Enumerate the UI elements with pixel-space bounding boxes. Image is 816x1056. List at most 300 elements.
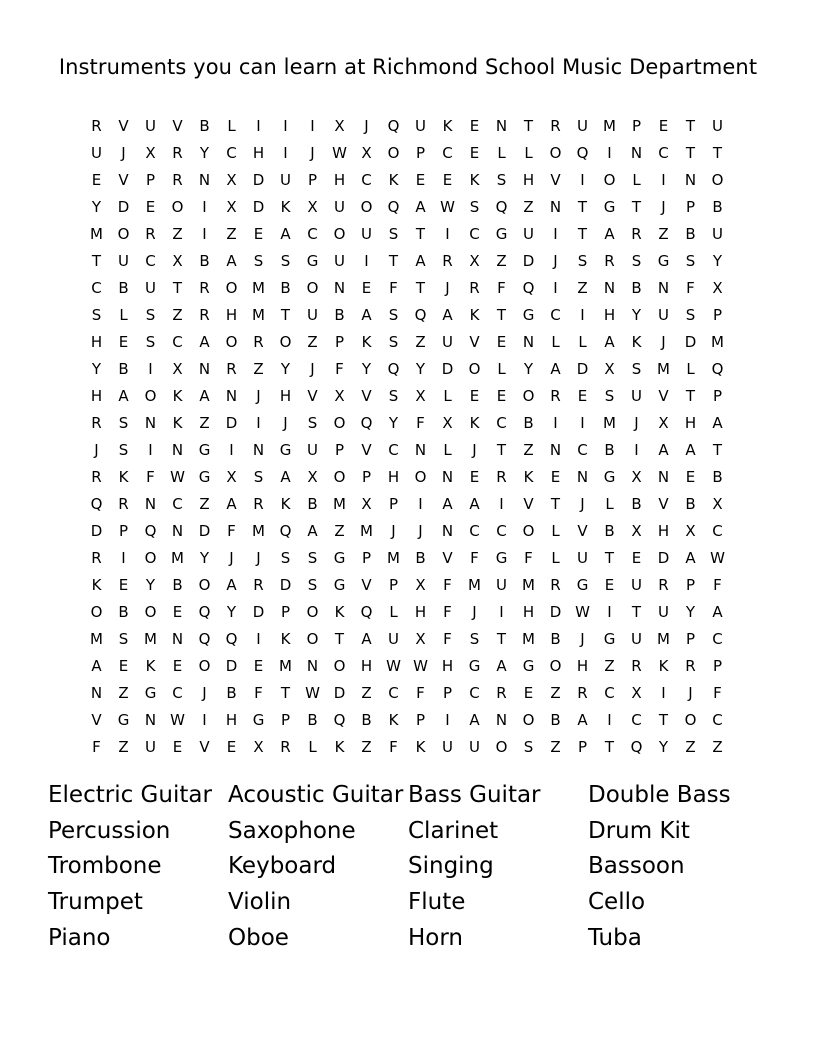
grid-letter: F xyxy=(146,468,155,486)
grid-letter: A xyxy=(442,495,453,513)
grid-letter: N xyxy=(657,468,670,486)
grid-letter: I xyxy=(202,225,207,243)
grid-letter: M xyxy=(522,630,535,648)
grid-letter: D xyxy=(657,549,670,567)
grid-letter: D xyxy=(522,252,535,270)
grid-letter: R xyxy=(91,117,102,135)
grid-letter: N xyxy=(144,414,157,432)
grid-letter: G xyxy=(117,711,130,729)
grid-letter: X xyxy=(307,468,318,486)
grid-letter: K xyxy=(334,738,345,756)
grid-letter: Z xyxy=(199,414,210,432)
grid-letter: B xyxy=(334,306,345,324)
grid-letter: O xyxy=(387,144,400,162)
grid-letter: P xyxy=(712,306,723,324)
grid-letter: Q xyxy=(333,711,346,729)
grid-letter: X xyxy=(604,360,615,378)
grid-letter: F xyxy=(227,522,236,540)
grid-letter: F xyxy=(443,603,452,621)
grid-letter: M xyxy=(657,360,670,378)
grid-letter: I xyxy=(580,306,585,324)
grid-letter: G xyxy=(603,468,616,486)
grid-letter: M xyxy=(657,630,670,648)
grid-letter: J xyxy=(202,684,207,702)
grid-letter: V xyxy=(118,171,129,189)
grid-letter: R xyxy=(469,279,480,297)
grid-letter: B xyxy=(631,495,642,513)
grid-letter: S xyxy=(91,306,102,324)
grid-letter: D xyxy=(576,360,589,378)
grid-letter: L xyxy=(497,360,506,378)
grid-letter: Y xyxy=(631,306,642,324)
grid-letter: N xyxy=(306,657,319,675)
grid-letter: Y xyxy=(199,144,210,162)
grid-letter: L xyxy=(686,360,695,378)
grid-letter: Y xyxy=(712,252,723,270)
grid-letter: E xyxy=(415,171,426,189)
grid-letter: T xyxy=(577,198,588,216)
grid-letter: J xyxy=(256,549,261,567)
grid-letter: X xyxy=(253,738,264,756)
grid-letter: P xyxy=(145,171,156,189)
grid-letter: G xyxy=(144,684,157,702)
grid-letter: A xyxy=(496,657,507,675)
grid-letter: Z xyxy=(496,252,507,270)
grid-letter: Q xyxy=(387,360,400,378)
word-list-item: Saxophone xyxy=(228,817,356,844)
grid-letter: I xyxy=(283,144,288,162)
grid-letter: K xyxy=(415,738,426,756)
grid-letter: P xyxy=(415,144,426,162)
grid-letter: U xyxy=(334,252,345,270)
grid-letter: W xyxy=(575,603,590,621)
grid-letter: X xyxy=(415,387,426,405)
grid-letter: N xyxy=(198,171,211,189)
grid-letter: H xyxy=(657,522,670,540)
grid-letter: J xyxy=(688,684,693,702)
grid-letter: U xyxy=(631,387,642,405)
grid-letter: S xyxy=(307,549,318,567)
grid-letter: J xyxy=(661,198,666,216)
grid-letter: T xyxy=(388,252,399,270)
grid-letter: F xyxy=(713,576,722,594)
grid-letter: T xyxy=(631,603,642,621)
word-list-item: Violin xyxy=(228,889,292,916)
grid-letter: G xyxy=(279,441,292,459)
grid-letter: K xyxy=(388,711,399,729)
grid-letter: P xyxy=(712,387,723,405)
word-list-item: Piano xyxy=(48,924,111,951)
grid-letter: S xyxy=(145,306,156,324)
grid-letter: B xyxy=(118,360,129,378)
grid-letter: X xyxy=(415,576,426,594)
grid-letter: L xyxy=(443,387,452,405)
grid-letter: A xyxy=(550,360,561,378)
grid-letter: H xyxy=(576,657,589,675)
grid-letter: H xyxy=(360,657,373,675)
grid-letter: O xyxy=(360,198,373,216)
grid-letter: I xyxy=(121,549,126,567)
grid-letter: N xyxy=(333,279,346,297)
grid-letter: J xyxy=(553,252,558,270)
grid-letter: C xyxy=(172,684,183,702)
grid-letter: J xyxy=(472,441,477,459)
grid-letter: X xyxy=(631,684,642,702)
grid-letter: C xyxy=(577,441,588,459)
grid-letter: B xyxy=(550,630,561,648)
grid-letter: N xyxy=(171,441,184,459)
grid-letter: Q xyxy=(495,198,508,216)
grid-letter: B xyxy=(307,495,318,513)
grid-letter: I xyxy=(283,117,288,135)
grid-letter: N xyxy=(198,360,211,378)
grid-letter: Z xyxy=(226,225,237,243)
grid-letter: X xyxy=(442,414,453,432)
grid-letter: S xyxy=(118,414,129,432)
grid-letter: I xyxy=(580,414,585,432)
grid-letter: O xyxy=(711,171,724,189)
grid-letter: V xyxy=(172,117,183,135)
grid-letter: D xyxy=(684,333,697,351)
grid-letter: G xyxy=(522,657,535,675)
grid-letter: A xyxy=(658,441,669,459)
word-list-item: Singing xyxy=(408,853,494,880)
grid-letter: L xyxy=(119,306,128,324)
grid-letter: F xyxy=(497,279,506,297)
grid-letter: Z xyxy=(523,198,534,216)
grid-letter: O xyxy=(333,657,346,675)
grid-letter: I xyxy=(148,360,153,378)
grid-letter: D xyxy=(225,414,238,432)
word-list-item: Flute xyxy=(408,889,466,916)
grid-letter: S xyxy=(469,630,480,648)
grid-letter: V xyxy=(361,576,372,594)
grid-letter: T xyxy=(685,387,696,405)
grid-letter: H xyxy=(333,171,346,189)
grid-letter: I xyxy=(607,711,612,729)
grid-letter: Z xyxy=(361,738,372,756)
grid-letter: R xyxy=(91,468,102,486)
grid-letter: I xyxy=(553,279,558,297)
grid-letter: B xyxy=(118,279,129,297)
grid-letter: K xyxy=(172,387,183,405)
grid-letter: J xyxy=(445,279,450,297)
grid-letter: D xyxy=(225,657,238,675)
grid-letter: E xyxy=(145,198,156,216)
grid-letter: X xyxy=(658,414,669,432)
grid-letter: U xyxy=(496,576,507,594)
grid-letter: R xyxy=(442,252,453,270)
grid-letter: K xyxy=(469,306,480,324)
grid-letter: K xyxy=(145,657,156,675)
grid-letter: A xyxy=(712,603,723,621)
grid-letter: F xyxy=(389,279,398,297)
grid-letter: R xyxy=(577,684,588,702)
grid-letter: X xyxy=(226,468,237,486)
grid-letter: F xyxy=(254,684,263,702)
grid-letter: T xyxy=(577,225,588,243)
grid-letter: W xyxy=(710,549,725,567)
grid-letter: X xyxy=(361,495,372,513)
grid-letter: M xyxy=(252,306,265,324)
grid-letter: U xyxy=(712,117,723,135)
grid-letter: E xyxy=(685,468,696,486)
grid-letter: T xyxy=(496,630,507,648)
grid-letter: E xyxy=(469,144,480,162)
grid-letter: Y xyxy=(361,360,372,378)
grid-letter: G xyxy=(306,252,319,270)
grid-letter: V xyxy=(577,522,588,540)
grid-letter: M xyxy=(468,576,481,594)
grid-letter: R xyxy=(172,171,183,189)
grid-letter: E xyxy=(469,468,480,486)
grid-letter: E xyxy=(469,387,480,405)
grid-letter: B xyxy=(280,279,291,297)
grid-letter: C xyxy=(604,684,615,702)
grid-letter: Y xyxy=(388,414,399,432)
grid-letter: L xyxy=(227,117,236,135)
grid-letter: N xyxy=(144,495,157,513)
grid-letter: E xyxy=(253,657,264,675)
grid-letter: V xyxy=(361,441,372,459)
grid-letter: Y xyxy=(685,603,696,621)
grid-letter: Q xyxy=(522,279,535,297)
grid-letter: E xyxy=(631,549,642,567)
grid-letter: D xyxy=(333,684,346,702)
grid-letter: R xyxy=(253,576,264,594)
grid-letter: I xyxy=(148,441,153,459)
grid-letter: N xyxy=(144,711,157,729)
word-list-item: Drum Kit xyxy=(588,817,690,844)
grid-letter: S xyxy=(118,630,129,648)
grid-letter: S xyxy=(307,414,318,432)
grid-letter: A xyxy=(415,252,426,270)
grid-letter: Q xyxy=(387,198,400,216)
grid-letter: H xyxy=(441,657,454,675)
grid-letter: C xyxy=(388,441,399,459)
grid-letter: G xyxy=(495,549,508,567)
grid-letter: U xyxy=(118,252,129,270)
grid-letter: O xyxy=(333,468,346,486)
grid-letter: L xyxy=(551,522,560,540)
grid-letter: N xyxy=(522,333,535,351)
grid-letter: K xyxy=(361,333,372,351)
grid-letter: X xyxy=(361,144,372,162)
grid-letter: A xyxy=(577,711,588,729)
grid-letter: P xyxy=(334,441,345,459)
grid-letter: A xyxy=(415,198,426,216)
grid-letter: O xyxy=(198,657,211,675)
grid-letter: M xyxy=(387,549,400,567)
grid-letter: L xyxy=(551,549,560,567)
grid-letter: J xyxy=(283,414,288,432)
grid-letter: W xyxy=(386,657,401,675)
grid-letter: N xyxy=(252,441,265,459)
grid-letter: I xyxy=(499,603,504,621)
grid-letter: E xyxy=(523,684,534,702)
grid-letter: S xyxy=(388,306,399,324)
page-title: Instruments you can learn at Richmond School Music Department xyxy=(58,55,758,79)
grid-letter: H xyxy=(414,603,427,621)
grid-letter: S xyxy=(388,333,399,351)
grid-letter: B xyxy=(199,252,210,270)
grid-letter: O xyxy=(522,522,535,540)
grid-letter: R xyxy=(253,495,264,513)
grid-letter: T xyxy=(415,279,426,297)
grid-letter: S xyxy=(118,441,129,459)
grid-letter: A xyxy=(91,657,102,675)
grid-letter: T xyxy=(631,198,642,216)
grid-letter: C xyxy=(496,414,507,432)
grid-letter: C xyxy=(226,144,237,162)
grid-letter: X xyxy=(469,252,480,270)
grid-letter: P xyxy=(631,117,642,135)
grid-letter: G xyxy=(252,711,265,729)
grid-letter: F xyxy=(389,738,398,756)
grid-letter: B xyxy=(685,225,696,243)
grid-letter: W xyxy=(413,657,428,675)
grid-letter: N xyxy=(171,630,184,648)
grid-letter: A xyxy=(199,387,210,405)
grid-letter: K xyxy=(280,198,291,216)
grid-letter: X xyxy=(712,279,723,297)
grid-letter: P xyxy=(361,468,372,486)
grid-letter: C xyxy=(172,495,183,513)
grid-letter: J xyxy=(472,603,477,621)
grid-letter: J xyxy=(580,495,585,513)
grid-letter: Z xyxy=(550,738,561,756)
grid-letter: C xyxy=(658,144,669,162)
grid-letter: B xyxy=(685,495,696,513)
grid-letter: E xyxy=(118,657,129,675)
grid-letter: A xyxy=(280,225,291,243)
grid-letter: J xyxy=(94,441,99,459)
grid-letter: T xyxy=(91,252,102,270)
grid-letter: Q xyxy=(711,360,724,378)
grid-letter: O xyxy=(603,171,616,189)
grid-letter: C xyxy=(361,171,372,189)
grid-letter: O xyxy=(468,360,481,378)
grid-letter: B xyxy=(361,711,372,729)
grid-letter: V xyxy=(469,333,480,351)
grid-letter: F xyxy=(470,549,479,567)
grid-letter: D xyxy=(549,603,562,621)
grid-letter: U xyxy=(712,225,723,243)
grid-letter: C xyxy=(712,630,723,648)
grid-letter: K xyxy=(469,414,480,432)
grid-letter: I xyxy=(634,441,639,459)
word-list-item: Double Bass xyxy=(588,782,731,808)
grid-letter: D xyxy=(441,360,454,378)
grid-letter: S xyxy=(307,576,318,594)
grid-letter: A xyxy=(685,549,696,567)
grid-letter: I xyxy=(607,144,612,162)
grid-letter: C xyxy=(91,279,102,297)
grid-letter: C xyxy=(388,684,399,702)
word-list-item: Oboe xyxy=(228,924,289,951)
grid-letter: L xyxy=(443,441,452,459)
grid-letter: P xyxy=(388,495,399,513)
grid-letter: Z xyxy=(550,684,561,702)
grid-letter: N xyxy=(225,387,238,405)
grid-letter: M xyxy=(252,522,265,540)
grid-letter: F xyxy=(713,684,722,702)
grid-letter: O xyxy=(333,414,346,432)
grid-letter: O xyxy=(306,603,319,621)
grid-letter: I xyxy=(418,495,423,513)
grid-letter: E xyxy=(496,387,507,405)
grid-letter: U xyxy=(145,117,156,135)
grid-letter: Y xyxy=(280,360,291,378)
grid-letter: C xyxy=(712,711,723,729)
grid-letter: X xyxy=(172,360,183,378)
grid-letter: Z xyxy=(253,360,264,378)
grid-letter: N xyxy=(90,684,103,702)
grid-letter: R xyxy=(631,225,642,243)
grid-letter: N xyxy=(171,522,184,540)
grid-letter: E xyxy=(469,117,480,135)
grid-letter: P xyxy=(280,603,291,621)
grid-letter: C xyxy=(145,252,156,270)
grid-letter: P xyxy=(442,684,453,702)
grid-letter: Q xyxy=(198,630,211,648)
grid-letter: J xyxy=(310,144,315,162)
word-list-item: Cello xyxy=(588,889,646,916)
grid-letter: A xyxy=(226,576,237,594)
grid-letter: Q xyxy=(279,522,292,540)
grid-letter: X xyxy=(334,117,345,135)
grid-letter: R xyxy=(118,495,129,513)
grid-letter: U xyxy=(577,549,588,567)
grid-letter: B xyxy=(172,576,183,594)
grid-letter: A xyxy=(307,522,318,540)
grid-letter: Y xyxy=(523,360,534,378)
grid-letter: R xyxy=(145,225,156,243)
grid-letter: V xyxy=(523,495,534,513)
grid-letter: U xyxy=(145,738,156,756)
grid-letter: W xyxy=(440,198,455,216)
grid-letter: M xyxy=(603,414,616,432)
grid-letter: J xyxy=(580,630,585,648)
grid-letter: T xyxy=(685,117,696,135)
grid-letter: B xyxy=(712,468,723,486)
grid-letter: K xyxy=(172,414,183,432)
grid-letter: K xyxy=(280,495,291,513)
grid-letter: J xyxy=(364,117,369,135)
grid-letter: H xyxy=(90,387,103,405)
word-list-item: Bassoon xyxy=(588,853,685,880)
grid-letter: I xyxy=(202,711,207,729)
grid-letter: T xyxy=(712,441,723,459)
grid-letter: Z xyxy=(361,684,372,702)
grid-letter: S xyxy=(388,225,399,243)
grid-letter: X xyxy=(631,522,642,540)
grid-letter: E xyxy=(496,333,507,351)
grid-letter: L xyxy=(308,738,317,756)
grid-letter: F xyxy=(92,738,101,756)
grid-letter: X xyxy=(631,468,642,486)
grid-letter: A xyxy=(361,306,372,324)
grid-letter: Y xyxy=(415,360,426,378)
grid-letter: Z xyxy=(172,225,183,243)
grid-letter: K xyxy=(442,117,453,135)
grid-letter: G xyxy=(468,657,481,675)
grid-letter: X xyxy=(415,630,426,648)
grid-letter: P xyxy=(361,549,372,567)
grid-letter: Y xyxy=(91,360,102,378)
grid-letter: U xyxy=(280,171,291,189)
grid-letter: O xyxy=(144,387,157,405)
